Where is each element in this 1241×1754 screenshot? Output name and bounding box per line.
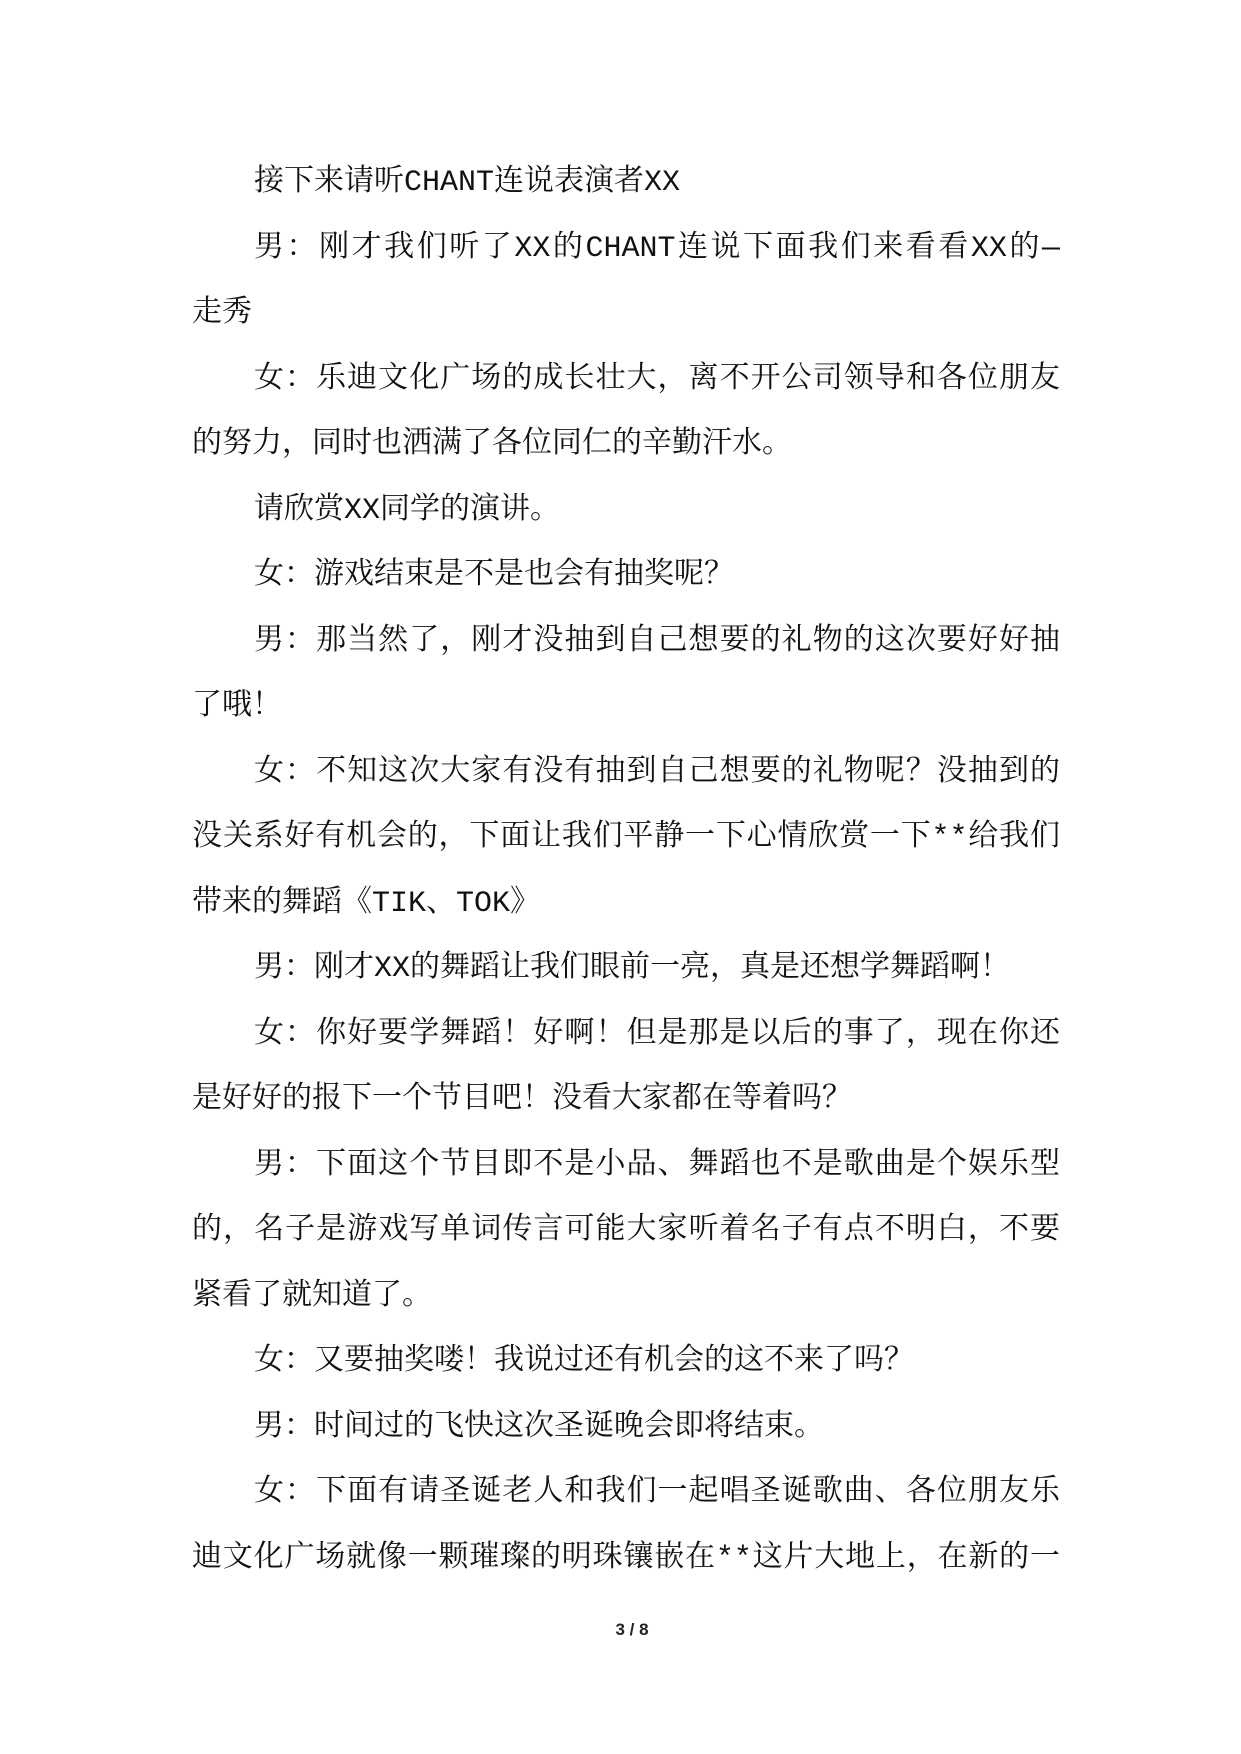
text-line: 男：刚才我们听了XX的CHANT连说下面我们来看看XX的—: [254, 231, 1060, 266]
text-line: 走秀: [192, 297, 252, 331]
paragraph: [192, 741, 1060, 938]
text-line: 是好好的报下一个节目吧！没看大家都在等着吗？: [192, 1083, 852, 1117]
text-line: 没关系好有机会的，下面让我们平静一下心情欣赏一下**给我们: [192, 821, 1060, 855]
text-line: 的，名子是游戏写单词传言可能大家听着名子有点不明白，不要: [192, 1214, 1060, 1248]
paragraph: [192, 1461, 1060, 1592]
text-line: 迪文化广场就像一颗璀璨的明珠镶嵌在**这片大地上，在新的一: [192, 1541, 1060, 1576]
paragraph: [192, 348, 1060, 479]
paragraph: [192, 1134, 1060, 1331]
text-line: 接下来请听CHANT连说表演者XX: [254, 166, 681, 200]
paragraph: [192, 610, 1060, 741]
text-line: 男：那当然了，刚才没抽到自己想要的礼物的这次要好好抽: [254, 624, 1060, 659]
text-line: 女：下面有请圣诞老人和我们一起唱圣诞歌曲、各位朋友乐: [254, 1476, 1060, 1510]
paragraph: [192, 1396, 1060, 1462]
paragraph: [192, 217, 1060, 348]
text-line: 女：你好要学舞蹈！好啊！但是那是以后的事了，现在你还: [254, 1017, 1060, 1052]
text-line: 男：下面这个节目即不是小品、舞蹈也不是歌曲是个娱乐型: [254, 1148, 1060, 1183]
text-line: 女：乐迪文化广场的成长壮大，离不开公司领导和各位朋友: [254, 362, 1060, 397]
document-body: [192, 151, 1060, 1592]
text-line: 的努力，同时也洒满了各位同仁的辛勤汗水。: [192, 428, 792, 462]
text-line: 男：刚才XX的舞蹈让我们眼前一亮，真是还想学舞蹈啊！: [254, 952, 1011, 986]
text-line: 请欣赏XX同学的演讲。: [254, 493, 561, 528]
text-line: 带来的舞蹈《TIK、TOK》: [192, 886, 541, 921]
text-line: 女：游戏结束是不是也会有抽奖呢？: [254, 559, 734, 593]
paragraph: [192, 151, 1060, 217]
text-line: 女：又要抽奖喽！我说过还有机会的这不来了吗？: [254, 1345, 914, 1379]
text-line: 男：时间过的飞快这次圣诞晚会即将结束。: [254, 1410, 824, 1445]
paragraph: [192, 1003, 1060, 1134]
page-number: 3 / 8: [615, 1620, 649, 1639]
text-line: 女：不知这次大家有没有抽到自己想要的礼物呢？没抽到的: [254, 755, 1060, 790]
paragraph: [192, 479, 1060, 545]
text-line: 紧看了就知道了。: [192, 1279, 432, 1314]
paragraph: [192, 937, 1060, 1003]
paragraph: [192, 544, 1060, 610]
paragraph: [192, 1330, 1060, 1396]
text-line: 了哦！: [192, 690, 282, 724]
